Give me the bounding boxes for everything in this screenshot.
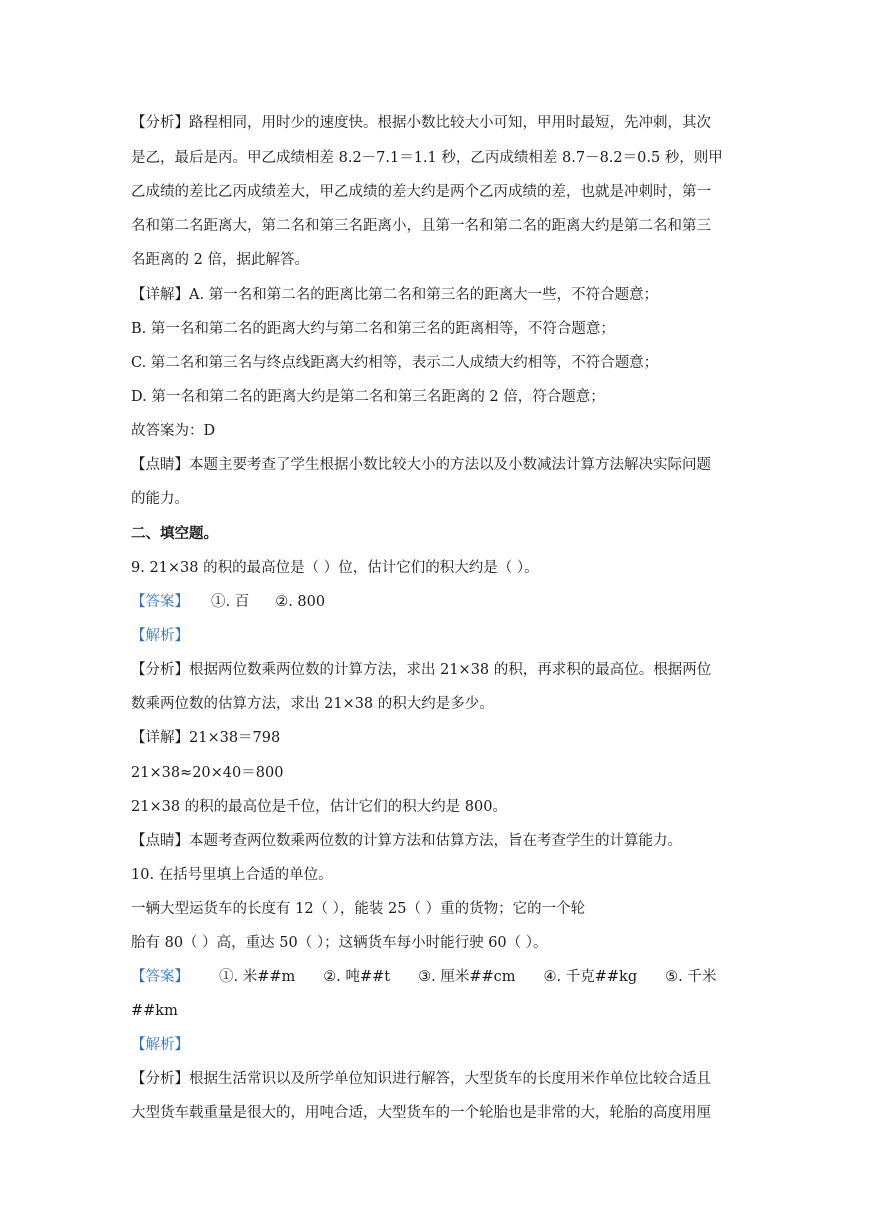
question-10-body: 胎有 80（ ）高，重达 50（ ）；这辆货车每小时能行驶 60（ ）。 — [131, 935, 548, 951]
analysis-line: 名距离的 2 倍，据此解答。 — [131, 252, 309, 268]
answer-label: 【答案】 — [131, 969, 189, 985]
answer-item: ④. 千克##kg — [543, 969, 638, 985]
jiexi-label: 【解析】 — [131, 628, 189, 644]
option-c-line: C. 第二名和第三名与终点线距离大约相等，表示二人成绩大约相等，不符合题意； — [131, 355, 659, 371]
option-d-line: D. 第一名和第二名的距离大约是第二名和第三名距离的 2 倍，符合题意； — [131, 389, 605, 405]
detail-line: 【详解】21×38＝798 — [131, 730, 281, 746]
answer-label: 【答案】 — [131, 594, 189, 610]
question-10-answer — [131, 967, 741, 987]
analysis-line: 乙成绩的差比乙丙成绩差大，甲乙成绩的差大约是两个乙丙成绩的差，也就是冲刺时，第一 — [131, 184, 711, 200]
analysis-line: 【分析】根据两位数乘两位数的计算方法，求出 21×38 的积，再求积的最高位。根据两位 — [131, 662, 712, 678]
answer-item: ⑤. 千米 — [665, 969, 717, 985]
analysis-line: 是乙，最后是丙。甲乙成绩相差 8.2－7.1＝1.1 秒，乙丙成绩相差 8.7－8.2＝0.5 秒，则甲 — [131, 150, 723, 166]
option-b-line: B. 第一名和第二名的距离大约与第二名和第三名的距离相等，不符合题意； — [131, 321, 615, 337]
comment-line: 【点睛】本题考查两位数乘两位数的计算方法和估算方法，旨在考查学生的计算能力。 — [131, 833, 682, 849]
detail-line: 21×38≈20×40＝800 — [131, 765, 284, 781]
section-title: 二、填空题。 — [131, 525, 218, 542]
answer-item: ②. 800 — [275, 594, 326, 610]
comment-line: 的能力。 — [131, 491, 189, 507]
analysis-line: 【分析】路程相同，用时少的速度快。根据小数比较大小可知，甲用时最短，先冲刺，其次 — [131, 115, 711, 131]
answer-tail: ##km — [131, 1003, 178, 1019]
analysis-line: 【分析】根据生活常识以及所学单位知识进行解答，大型货车的长度用米作单位比较合适且 — [131, 1071, 711, 1087]
comment-line: 【点睛】本题主要考查了学生根据小数比较大小的方法以及小数减法计算方法解决实际问题 — [131, 457, 711, 473]
answer-item: ①. 百 — [211, 594, 250, 610]
answer-item: ②. 吨##t — [323, 969, 391, 985]
analysis-line: 名和第二名距离大，第二名和第三名距离小，且第一名和第二名的距离大约是第二名和第三 — [131, 218, 711, 234]
answer-item: ①. 米##m — [219, 969, 296, 985]
detail-line: 【详解】A. 第一名和第二名的距离比第二名和第三名的距离大一些，不符合题意； — [131, 287, 659, 303]
question-10-text: 10. 在括号里填上合适的单位。 — [131, 867, 333, 883]
answer-item: ③. 厘米##cm — [418, 969, 516, 985]
question-10-body: 一辆大型运货车的长度有 12（ ），能装 25（ ）重的货物；它的一个轮 — [131, 901, 586, 917]
final-answer-line: 故答案为：D — [131, 423, 216, 439]
question-9-text: 9. 21×38 的积的最高位是（ ）位，估计它们的积大约是（ ）。 — [131, 560, 539, 576]
detail-line: 21×38 的积的最高位是千位，估计它们的积大约是 800。 — [131, 799, 507, 815]
analysis-line: 数乘两位数的估算方法，求出 21×38 的积大约是多少。 — [131, 696, 494, 712]
question-9-answer — [131, 592, 741, 612]
analysis-line: 大型货车载重量是很大的，用吨合适，大型货车的一个轮胎也是非常的大，轮胎的高度用厘 — [131, 1105, 711, 1121]
jiexi-label: 【解析】 — [131, 1037, 189, 1053]
